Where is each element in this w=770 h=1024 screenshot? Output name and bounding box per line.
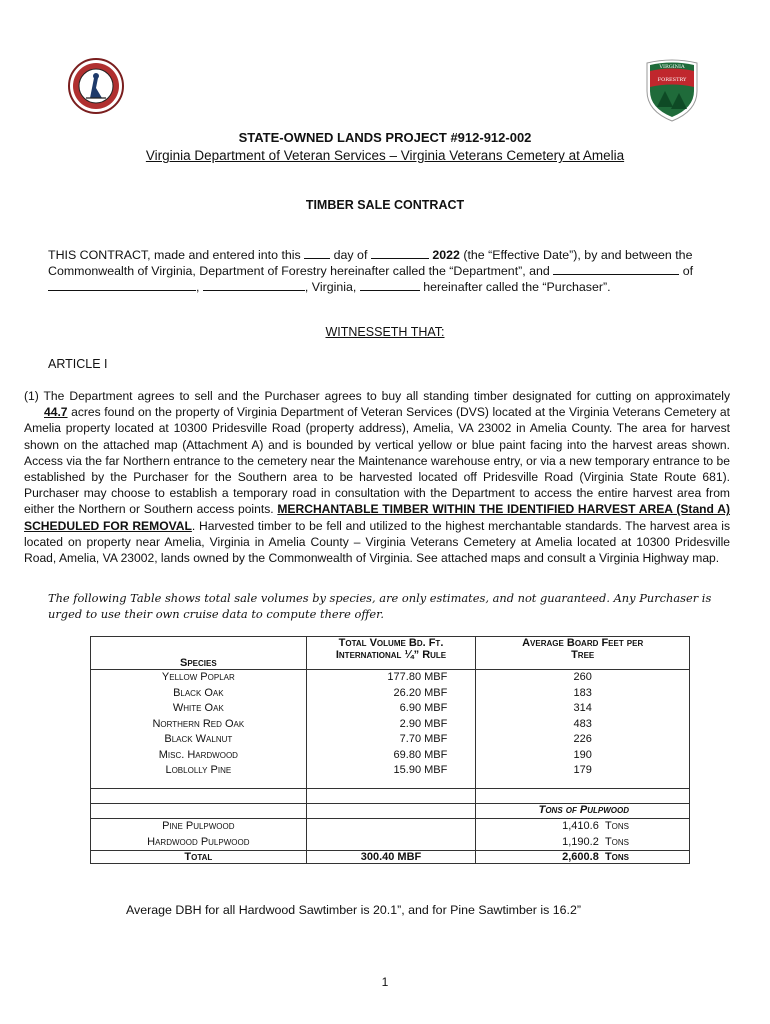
table-row	[91, 819, 690, 851]
intro-text-7: , Virginia,	[304, 280, 357, 294]
merchantable-timber-clause: MERCHANTABLE TIMBER WITHIN THE IDENTIFIED HARVEST AREA (Stand A) SCHEDULED FOR REMOVAL	[24, 502, 730, 533]
tons-unit: Tons	[604, 820, 629, 832]
pine-pulpwood-tons: 1,410.6	[562, 820, 599, 832]
volume-estimate-note: The following Table shows total sale volumes by species, are only estimates, and not guaranteed. Any Purchaser is urged to use their own cruise data to compute there offer.	[48, 591, 712, 621]
species-name: Loblolly Pine	[165, 764, 232, 776]
species-avg-board-feet: 260	[573, 671, 592, 683]
total-label: Total	[91, 851, 307, 864]
table-row	[91, 789, 690, 804]
badge-bottom-text: FORESTRY	[657, 77, 687, 83]
address-blank	[48, 279, 196, 291]
species-avg-board-feet: 314	[573, 702, 592, 714]
dbh-note: Average DBH for all Hardwood Sawtimber is 20.1”, and for Pine Sawtimber is 16.2”	[126, 903, 581, 917]
species-name: Black Oak	[173, 686, 224, 699]
virginia-forestry-logo	[643, 57, 701, 123]
species-avg-board-feet: 183	[573, 686, 592, 699]
witnesseth-heading: WITNESSETH THAT:	[325, 325, 445, 339]
timber-volume-table	[90, 636, 690, 864]
volume-column	[306, 670, 476, 789]
volume-header	[306, 637, 476, 670]
empty-cell	[91, 789, 307, 804]
pine-pulpwood-label: Pine Pulpwood	[162, 820, 235, 832]
acreage-value: 44.7	[44, 405, 68, 420]
virginia-state-seal	[68, 58, 124, 114]
intro-text-4: Commonwealth of Virginia, Department of Forestry hereinafter called the “Department”, and	[48, 264, 550, 278]
empty-cell	[476, 789, 690, 804]
hardwood-pulpwood-label: Hardwood Pulpwood	[147, 835, 250, 848]
table-row	[91, 670, 690, 789]
empty-cell	[306, 789, 476, 804]
hardwood-pulpwood-tons: 1,190.2	[562, 835, 599, 848]
avg-header	[476, 637, 690, 670]
species-name: Misc. Hardwood	[158, 748, 238, 761]
table-row	[91, 804, 690, 819]
species-volume: 69.80 MBF	[393, 748, 448, 761]
month-blank	[371, 247, 429, 259]
project-subtitle: Virginia Department of Veteran Services – Virginia Veterans Cemetery at Amelia	[145, 148, 625, 163]
species-name: Black Walnut	[164, 733, 233, 745]
volume-header-line-1: Total Volume Bd. Ft.	[338, 637, 444, 649]
species-avg-board-feet: 483	[573, 717, 592, 730]
species-volume: 2.90 MBF	[399, 717, 448, 730]
contract-year: 2022	[432, 248, 460, 262]
total-volume: 300.40 MBF	[306, 851, 476, 864]
empty-cell	[91, 804, 307, 819]
species-column	[91, 670, 307, 789]
volume-header-line-2: International ¼” Rule	[335, 649, 447, 661]
table-row	[91, 851, 690, 864]
avg-header-line-2: Tree	[571, 649, 595, 661]
avg-column	[476, 670, 690, 789]
pulpwood-tons	[476, 819, 690, 851]
article-1-text-b: acres found on the property of Virginia Department of Veteran Services (DVS) located at the Virginia Veterans Cemetery at Amelia property located at 10300 Pridesville Road (property address), Amelia, VA 23002 in Amelia County. The area for harvest shown on the attached map (Attachment A) and is bounded by vertical yellow or blue paint facing into the harvest areas shown. Access via the far Northern entrance to the cemetery near the Maintenance warehouse entry, or via a new temporary entrance to be established by the Purchaser for the Southern area to be harvested located off Pridesville Road (Virginia State Route 681). Purchaser may choose to establish a temporary road in consultation with the Department to access the entire harvest area from either the Northern or Southern access points.	[24, 405, 730, 517]
article-heading: ARTICLE I	[48, 357, 108, 371]
intro-text-6: ,	[196, 280, 200, 294]
avg-header-line-1: Average Board Feet per	[522, 637, 644, 649]
city-blank	[203, 279, 305, 291]
species-avg-board-feet: 179	[573, 764, 592, 776]
intro-text-5: of	[682, 264, 694, 278]
pulpwood-labels	[91, 819, 307, 851]
intro-paragraph	[48, 247, 716, 295]
empty-cell	[306, 819, 476, 851]
species-header: Species	[91, 637, 307, 670]
zip-blank	[360, 279, 420, 291]
project-title: STATE-OWNED LANDS PROJECT #912-912-002	[238, 130, 532, 145]
intro-text-3: (the “Effective Date”), by and between the	[463, 248, 693, 262]
tons-unit: Tons	[604, 851, 629, 863]
article-1-paragraph	[24, 388, 730, 566]
species-name: Yellow Poplar	[161, 671, 235, 683]
table-row	[91, 637, 690, 670]
contract-title: TIMBER SALE CONTRACT	[305, 198, 465, 212]
species-volume: 26.20 MBF	[393, 686, 448, 699]
total-tons-cell	[476, 851, 690, 864]
page-number: 1	[381, 975, 389, 989]
article-1-text-a: (1) The Department agrees to sell and the Purchaser agrees to buy all standing timber designated for cutting on approximately	[24, 389, 730, 403]
day-blank	[304, 247, 330, 259]
tons-header: Tons of Pulpwood	[476, 804, 690, 819]
species-name: Northern Red Oak	[152, 717, 245, 730]
intro-text-2: day of	[333, 248, 368, 262]
species-avg-board-feet: 190	[573, 748, 592, 761]
total-tons: 2,600.8	[562, 851, 599, 863]
article-1-text-c: . Harvested timber to be fell and utilized to the highest merchantable standards. The harvest area is located on property near Amelia, Virginia in Amelia County – Virginia Veterans Cemetery at Amelia located at 10300 Pridesville Road, Amelia, VA 23002, lands owned by the Commonwealth of Virginia. See attached maps and consult a Virginia Highway map.	[24, 518, 730, 566]
purchaser-name-blank	[553, 263, 679, 275]
badge-top-text: VIRGINIA	[659, 64, 685, 70]
species-volume: 177.80 MBF	[387, 671, 448, 683]
species-volume: 6.90 MBF	[399, 702, 448, 714]
species-avg-board-feet: 226	[573, 733, 592, 745]
intro-text-1: THIS CONTRACT, made and entered into this	[48, 248, 301, 262]
species-name: White Oak	[172, 702, 224, 714]
empty-cell	[306, 804, 476, 819]
species-volume: 15.90 MBF	[393, 764, 448, 776]
species-volume: 7.70 MBF	[399, 733, 448, 745]
intro-text-8: hereinafter called the “Purchaser”.	[423, 280, 611, 294]
tons-unit: Tons	[604, 835, 629, 848]
